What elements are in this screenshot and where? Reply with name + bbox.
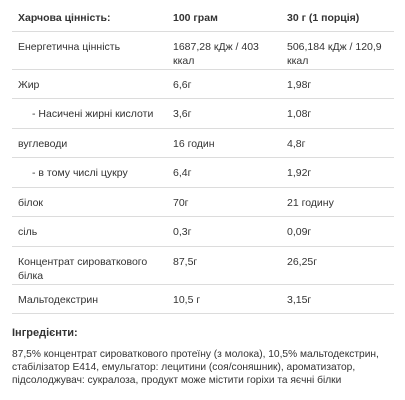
header-nutrition: Харчова цінність: [12, 6, 167, 32]
ingredients-text: 87,5% концентрат сироваткового протеїну (з молока), 10,5% мальтодекстрин, стабілізатор Е414, емульгатор: лецитини (соя/соняшник), ароматизатор, підсолоджувач: сукралоза, продукт може містити горіхи та яєчні білки [12, 349, 379, 386]
table-row [12, 217, 394, 247]
row-per-serving: 1,08г [281, 99, 394, 129]
row-per-serving: 506,184 кДж / 120,9 ккал [281, 32, 394, 70]
row-name: - в тому числі цукру [12, 158, 167, 188]
row-per-serving: 4,8г [281, 129, 394, 158]
ingredients-section [12, 326, 398, 387]
row-name: Мальтодекстрин [12, 285, 167, 314]
row-per-100g: 16 годин [167, 129, 281, 158]
header-per-100g: 100 грам [167, 6, 281, 32]
table-row [12, 158, 394, 188]
row-per-100g: 6,4г [167, 158, 281, 188]
table-header-row [12, 6, 394, 32]
table-row [12, 99, 394, 129]
table-row [12, 188, 394, 217]
row-per-serving: 21 годину [281, 188, 394, 217]
row-name: Концентрат сироваткового білка [12, 247, 167, 285]
row-per-100g: 10,5 г [167, 285, 281, 314]
row-per-serving: 1,98г [281, 70, 394, 99]
row-name: Жир [12, 70, 167, 99]
table-row [12, 70, 394, 99]
table-row [12, 247, 394, 285]
row-name: вуглеводи [12, 129, 167, 158]
table-row [12, 285, 394, 314]
row-per-100g: 70г [167, 188, 281, 217]
table-row [12, 129, 394, 158]
row-name: - Насичені жирні кислоти [12, 99, 167, 129]
row-per-serving: 26,25г [281, 247, 394, 285]
row-per-serving: 3,15г [281, 285, 394, 314]
row-name: Енергетична цінність [12, 32, 167, 70]
row-per-100g: 87,5г [167, 247, 281, 285]
row-per-100g: 3,6г [167, 99, 281, 129]
table-row [12, 32, 394, 70]
row-per-100g: 1687,28 кДж / 403 ккал [167, 32, 281, 70]
row-per-100g: 6,6г [167, 70, 281, 99]
header-per-serving: 30 г (1 порція) [281, 6, 394, 32]
row-per-100g: 0,3г [167, 217, 281, 247]
row-name: білок [12, 188, 167, 217]
row-per-serving: 1,92г [281, 158, 394, 188]
row-per-serving: 0,09г [281, 217, 394, 247]
row-name: сіль [12, 217, 167, 247]
ingredients-title: Інгредієнти: [12, 327, 78, 339]
nutrition-table [12, 6, 394, 314]
